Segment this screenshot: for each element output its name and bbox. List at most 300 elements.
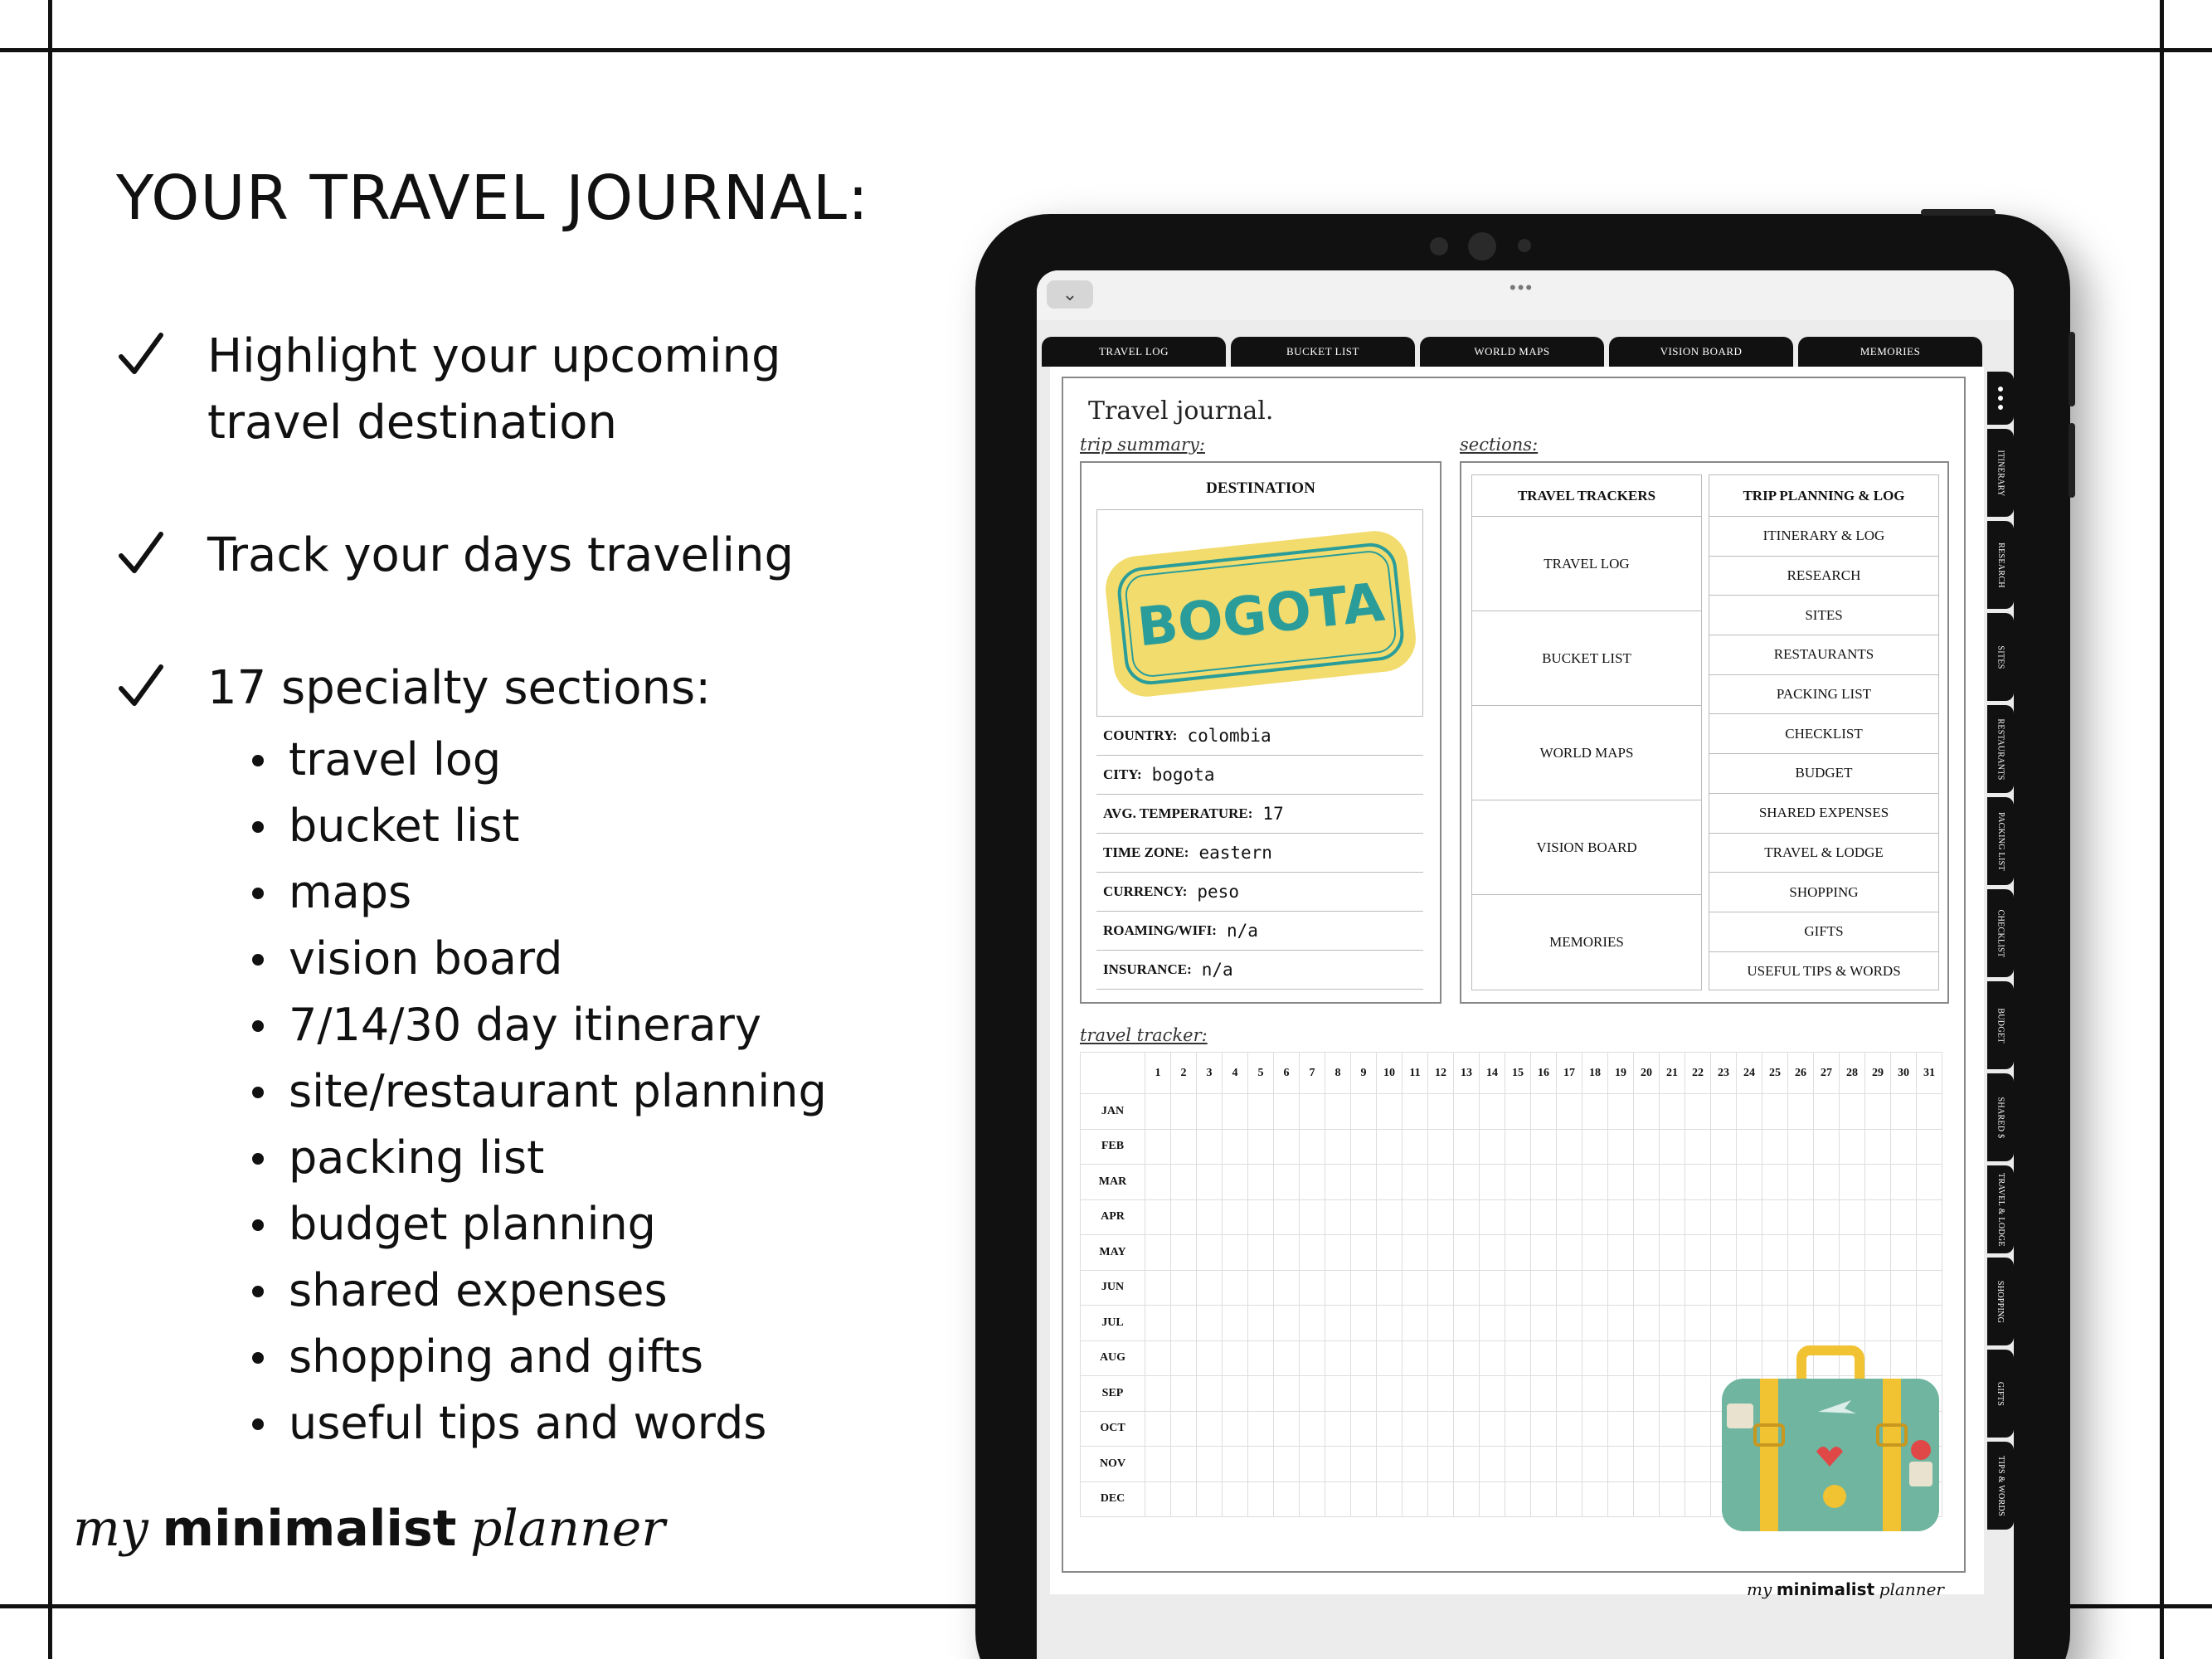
tracker-cell[interactable] xyxy=(1377,1481,1403,1517)
summary-row[interactable]: TIME ZONE: eastern xyxy=(1096,834,1423,873)
tracker-cell[interactable] xyxy=(1325,1129,1351,1165)
section-link-useful-tips[interactable]: USEFUL TIPS & WORDS xyxy=(1747,963,1901,980)
tracker-cell[interactable] xyxy=(1608,1340,1634,1376)
tracker-cell[interactable] xyxy=(1480,1411,1505,1447)
tracker-cell[interactable] xyxy=(1351,1411,1377,1447)
section-link-shopping[interactable]: SHOPPING xyxy=(1709,873,1938,912)
tracker-cell[interactable] xyxy=(1223,1270,1248,1306)
tracker-cell[interactable] xyxy=(1197,1481,1223,1517)
tracker-cell[interactable] xyxy=(1145,1165,1171,1200)
tracker-cell[interactable] xyxy=(1685,1340,1711,1376)
tracker-cell[interactable] xyxy=(1608,1481,1634,1517)
tracker-cell[interactable] xyxy=(1223,1199,1248,1235)
tracker-cell[interactable] xyxy=(1685,1411,1711,1447)
tracker-cell[interactable] xyxy=(1300,1094,1325,1130)
section-link-shared-expenses[interactable]: SHARED EXPENSES xyxy=(1709,794,1938,834)
tracker-cell[interactable] xyxy=(1403,1481,1428,1517)
tracker-cell[interactable] xyxy=(1788,1235,1814,1271)
tracker-cell[interactable] xyxy=(1274,1094,1300,1130)
tracker-cell[interactable] xyxy=(1325,1270,1351,1306)
tracker-cell[interactable] xyxy=(1891,1235,1917,1271)
tracker-cell[interactable] xyxy=(1377,1447,1403,1482)
tracker-cell[interactable] xyxy=(1865,1094,1891,1130)
tracker-cell[interactable] xyxy=(1145,1376,1171,1412)
tracker-cell[interactable] xyxy=(1891,1199,1917,1235)
tracker-cell[interactable] xyxy=(1582,1199,1608,1235)
tracker-cell[interactable] xyxy=(1480,1481,1505,1517)
tracker-cell[interactable] xyxy=(1197,1235,1223,1271)
tracker-cell[interactable] xyxy=(1531,1376,1557,1412)
tracker-cell[interactable] xyxy=(1197,1376,1223,1412)
tracker-cell[interactable] xyxy=(1557,1447,1582,1482)
tracker-cell[interactable] xyxy=(1865,1165,1891,1200)
tracker-cell[interactable] xyxy=(1788,1270,1814,1306)
side-tab-gifts[interactable]: GIFTS xyxy=(1987,1350,2014,1438)
tracker-cell[interactable] xyxy=(1300,1447,1325,1482)
tracker-cell[interactable] xyxy=(1454,1340,1480,1376)
tracker-cell[interactable] xyxy=(1171,1447,1197,1482)
tracker-cell[interactable] xyxy=(1300,1306,1325,1341)
tracker-cell[interactable] xyxy=(1557,1165,1582,1200)
tracker-cell[interactable] xyxy=(1171,1376,1197,1412)
tracker-cell[interactable] xyxy=(1505,1129,1531,1165)
section-link-world-maps[interactable]: WORLD MAPS xyxy=(1472,706,1701,800)
tracker-cell[interactable] xyxy=(1634,1094,1660,1130)
tracker-cell[interactable] xyxy=(1223,1376,1248,1412)
tracker-cell[interactable] xyxy=(1403,1165,1428,1200)
tracker-cell[interactable] xyxy=(1608,1165,1634,1200)
tracker-cell[interactable] xyxy=(1351,1481,1377,1517)
tracker-cell[interactable] xyxy=(1377,1199,1403,1235)
tracker-cell[interactable] xyxy=(1325,1411,1351,1447)
tracker-cell[interactable] xyxy=(1325,1481,1351,1517)
tracker-cell[interactable] xyxy=(1531,1094,1557,1130)
tracker-cell[interactable] xyxy=(1325,1165,1351,1200)
tracker-cell[interactable] xyxy=(1685,1447,1711,1482)
tracker-cell[interactable] xyxy=(1531,1270,1557,1306)
tracker-cell[interactable] xyxy=(1917,1094,1942,1130)
tracker-cell[interactable] xyxy=(1685,1270,1711,1306)
tracker-cell[interactable] xyxy=(1377,1129,1403,1165)
tracker-cell[interactable] xyxy=(1582,1411,1608,1447)
tracker-cell[interactable] xyxy=(1223,1447,1248,1482)
tracker-cell[interactable] xyxy=(1762,1129,1788,1165)
tracker-cell[interactable] xyxy=(1788,1199,1814,1235)
side-tab-shared[interactable]: SHARED $ xyxy=(1987,1073,2014,1161)
tracker-cell[interactable] xyxy=(1197,1129,1223,1165)
tracker-cell[interactable] xyxy=(1480,1165,1505,1200)
tracker-cell[interactable] xyxy=(1711,1129,1737,1165)
tracker-cell[interactable] xyxy=(1711,1094,1737,1130)
tracker-cell[interactable] xyxy=(1917,1270,1942,1306)
tracker-cell[interactable] xyxy=(1608,1447,1634,1482)
tracker-cell[interactable] xyxy=(1223,1340,1248,1376)
tracker-cell[interactable] xyxy=(1300,1129,1325,1165)
tracker-cell[interactable] xyxy=(1505,1165,1531,1200)
side-tab-research[interactable]: RESEARCH xyxy=(1987,521,2014,609)
tab-memories[interactable]: MEMORIES xyxy=(1798,337,1982,367)
tracker-cell[interactable] xyxy=(1248,1165,1274,1200)
tracker-cell[interactable] xyxy=(1505,1306,1531,1341)
tracker-cell[interactable] xyxy=(1480,1376,1505,1412)
tracker-cell[interactable] xyxy=(1145,1306,1171,1341)
tracker-cell[interactable] xyxy=(1865,1270,1891,1306)
tracker-cell[interactable] xyxy=(1660,1376,1685,1412)
tracker-cell[interactable] xyxy=(1171,1094,1197,1130)
tracker-cell[interactable] xyxy=(1608,1129,1634,1165)
tracker-cell[interactable] xyxy=(1788,1129,1814,1165)
tracker-cell[interactable] xyxy=(1711,1199,1737,1235)
summary-row[interactable]: AVG. TEMPERATURE: 17 xyxy=(1096,795,1423,834)
tracker-cell[interactable] xyxy=(1660,1094,1685,1130)
tracker-cell[interactable] xyxy=(1557,1376,1582,1412)
tracker-cell[interactable] xyxy=(1582,1165,1608,1200)
side-tab-tips-words[interactable]: TIPS & WORDS xyxy=(1987,1442,2014,1530)
tracker-cell[interactable] xyxy=(1197,1199,1223,1235)
tracker-cell[interactable] xyxy=(1428,1340,1454,1376)
tracker-cell[interactable] xyxy=(1505,1376,1531,1412)
tracker-cell[interactable] xyxy=(1145,1411,1171,1447)
tracker-cell[interactable] xyxy=(1377,1165,1403,1200)
tracker-cell[interactable] xyxy=(1300,1165,1325,1200)
tracker-cell[interactable] xyxy=(1840,1270,1865,1306)
tracker-cell[interactable] xyxy=(1634,1165,1660,1200)
tracker-cell[interactable] xyxy=(1248,1094,1274,1130)
tracker-cell[interactable] xyxy=(1814,1306,1840,1341)
tab-vision-board[interactable]: VISION BOARD xyxy=(1609,337,1793,367)
tracker-cell[interactable] xyxy=(1685,1199,1711,1235)
tracker-cell[interactable] xyxy=(1814,1129,1840,1165)
tracker-cell[interactable] xyxy=(1351,1270,1377,1306)
tracker-cell[interactable] xyxy=(1248,1306,1274,1341)
tracker-cell[interactable] xyxy=(1840,1306,1865,1341)
tracker-cell[interactable] xyxy=(1634,1376,1660,1412)
tracker-cell[interactable] xyxy=(1197,1411,1223,1447)
tracker-cell[interactable] xyxy=(1480,1129,1505,1165)
tracker-cell[interactable] xyxy=(1171,1411,1197,1447)
tracker-cell[interactable] xyxy=(1660,1270,1685,1306)
tracker-cell[interactable] xyxy=(1403,1235,1428,1271)
tracker-cell[interactable] xyxy=(1660,1235,1685,1271)
tracker-cell[interactable] xyxy=(1814,1199,1840,1235)
tracker-cell[interactable] xyxy=(1145,1094,1171,1130)
tracker-cell[interactable] xyxy=(1737,1165,1762,1200)
tracker-cell[interactable] xyxy=(1608,1199,1634,1235)
section-link-itinerary[interactable]: ITINERARY & LOG xyxy=(1709,517,1938,557)
tracker-cell[interactable] xyxy=(1454,1447,1480,1482)
tracker-cell[interactable] xyxy=(1737,1235,1762,1271)
tracker-cell[interactable] xyxy=(1480,1199,1505,1235)
tracker-cell[interactable] xyxy=(1248,1129,1274,1165)
tracker-cell[interactable] xyxy=(1454,1094,1480,1130)
tracker-cell[interactable] xyxy=(1171,1129,1197,1165)
tracker-cell[interactable] xyxy=(1737,1129,1762,1165)
side-tab-travel-lodge[interactable]: TRAVEL & LODGE xyxy=(1987,1165,2014,1253)
tracker-cell[interactable] xyxy=(1274,1481,1300,1517)
tracker-cell[interactable] xyxy=(1145,1340,1171,1376)
tracker-cell[interactable] xyxy=(1403,1129,1428,1165)
tracker-cell[interactable] xyxy=(1917,1306,1942,1341)
tracker-cell[interactable] xyxy=(1197,1340,1223,1376)
tracker-cell[interactable] xyxy=(1171,1165,1197,1200)
tracker-cell[interactable] xyxy=(1685,1306,1711,1341)
tracker-cell[interactable] xyxy=(1171,1306,1197,1341)
tracker-cell[interactable] xyxy=(1145,1481,1171,1517)
tracker-cell[interactable] xyxy=(1505,1270,1531,1306)
tracker-cell[interactable] xyxy=(1917,1199,1942,1235)
tracker-cell[interactable] xyxy=(1274,1199,1300,1235)
tracker-cell[interactable] xyxy=(1917,1165,1942,1200)
tracker-cell[interactable] xyxy=(1505,1447,1531,1482)
tracker-cell[interactable] xyxy=(1505,1235,1531,1271)
tracker-cell[interactable] xyxy=(1454,1481,1480,1517)
tracker-cell[interactable] xyxy=(1428,1199,1454,1235)
tracker-cell[interactable] xyxy=(1660,1411,1685,1447)
tracker-cell[interactable] xyxy=(1505,1481,1531,1517)
tracker-cell[interactable] xyxy=(1300,1235,1325,1271)
tracker-cell[interactable] xyxy=(1403,1199,1428,1235)
tracker-cell[interactable] xyxy=(1197,1447,1223,1482)
tracker-cell[interactable] xyxy=(1145,1129,1171,1165)
tracker-cell[interactable] xyxy=(1325,1199,1351,1235)
tracker-cell[interactable] xyxy=(1403,1411,1428,1447)
tracker-cell[interactable] xyxy=(1582,1129,1608,1165)
tracker-cell[interactable] xyxy=(1660,1481,1685,1517)
tracker-cell[interactable] xyxy=(1505,1411,1531,1447)
tracker-cell[interactable] xyxy=(1403,1270,1428,1306)
tracker-cell[interactable] xyxy=(1557,1199,1582,1235)
more-icon[interactable]: ••• xyxy=(1510,277,1534,298)
tracker-cell[interactable] xyxy=(1223,1094,1248,1130)
tab-travel-log[interactable]: TRAVEL LOG xyxy=(1042,337,1226,367)
tracker-cell[interactable] xyxy=(1171,1199,1197,1235)
tracker-cell[interactable] xyxy=(1145,1199,1171,1235)
section-link-sites[interactable]: SITES xyxy=(1709,596,1938,635)
tracker-cell[interactable] xyxy=(1840,1129,1865,1165)
tracker-cell[interactable] xyxy=(1274,1340,1300,1376)
tracker-cell[interactable] xyxy=(1840,1165,1865,1200)
tracker-cell[interactable] xyxy=(1814,1165,1840,1200)
tracker-cell[interactable] xyxy=(1737,1094,1762,1130)
section-link-restaurants[interactable]: RESTAURANTS xyxy=(1709,635,1938,675)
tracker-cell[interactable] xyxy=(1660,1165,1685,1200)
tracker-cell[interactable] xyxy=(1325,1376,1351,1412)
tracker-cell[interactable] xyxy=(1711,1270,1737,1306)
tracker-cell[interactable] xyxy=(1248,1340,1274,1376)
tracker-cell[interactable] xyxy=(1531,1199,1557,1235)
tracker-cell[interactable] xyxy=(1300,1376,1325,1412)
tracker-cell[interactable] xyxy=(1145,1270,1171,1306)
tracker-cell[interactable] xyxy=(1634,1129,1660,1165)
tracker-cell[interactable] xyxy=(1865,1235,1891,1271)
tracker-cell[interactable] xyxy=(1428,1411,1454,1447)
tracker-cell[interactable] xyxy=(1917,1235,1942,1271)
tracker-cell[interactable] xyxy=(1197,1094,1223,1130)
tracker-cell[interactable] xyxy=(1248,1411,1274,1447)
tracker-cell[interactable] xyxy=(1685,1376,1711,1412)
tracker-cell[interactable] xyxy=(1531,1340,1557,1376)
tracker-cell[interactable] xyxy=(1634,1306,1660,1341)
tracker-cell[interactable] xyxy=(1608,1306,1634,1341)
section-link-packing-list[interactable]: PACKING LIST xyxy=(1709,675,1938,715)
tracker-cell[interactable] xyxy=(1505,1340,1531,1376)
tracker-cell[interactable] xyxy=(1737,1306,1762,1341)
tracker-cell[interactable] xyxy=(1480,1235,1505,1271)
tracker-cell[interactable] xyxy=(1274,1447,1300,1482)
section-link-gifts[interactable]: GIFTS xyxy=(1709,912,1938,952)
tracker-cell[interactable] xyxy=(1428,1165,1454,1200)
tracker-cell[interactable] xyxy=(1351,1165,1377,1200)
tracker-cell[interactable] xyxy=(1325,1235,1351,1271)
tracker-cell[interactable] xyxy=(1223,1235,1248,1271)
tracker-cell[interactable] xyxy=(1403,1376,1428,1412)
tracker-cell[interactable] xyxy=(1582,1270,1608,1306)
tracker-cell[interactable] xyxy=(1531,1447,1557,1482)
tracker-cell[interactable] xyxy=(1660,1340,1685,1376)
tracker-cell[interactable] xyxy=(1737,1199,1762,1235)
tracker-cell[interactable] xyxy=(1480,1447,1505,1482)
tracker-cell[interactable] xyxy=(1325,1094,1351,1130)
tracker-cell[interactable] xyxy=(1300,1481,1325,1517)
tracker-cell[interactable] xyxy=(1685,1481,1711,1517)
tracker-cell[interactable] xyxy=(1223,1481,1248,1517)
tracker-cell[interactable] xyxy=(1274,1306,1300,1341)
tracker-cell[interactable] xyxy=(1660,1447,1685,1482)
tracker-cell[interactable] xyxy=(1711,1306,1737,1341)
tracker-cell[interactable] xyxy=(1762,1094,1788,1130)
tracker-cell[interactable] xyxy=(1377,1094,1403,1130)
tracker-cell[interactable] xyxy=(1840,1094,1865,1130)
tracker-cell[interactable] xyxy=(1428,1235,1454,1271)
tracker-cell[interactable] xyxy=(1428,1094,1454,1130)
tracker-cell[interactable] xyxy=(1428,1376,1454,1412)
tracker-cell[interactable] xyxy=(1480,1094,1505,1130)
tracker-cell[interactable] xyxy=(1377,1411,1403,1447)
tracker-cell[interactable] xyxy=(1274,1270,1300,1306)
tracker-cell[interactable] xyxy=(1891,1129,1917,1165)
tracker-cell[interactable] xyxy=(1351,1129,1377,1165)
tracker-cell[interactable] xyxy=(1608,1235,1634,1271)
tracker-cell[interactable] xyxy=(1505,1199,1531,1235)
tracker-cell[interactable] xyxy=(1248,1235,1274,1271)
tracker-cell[interactable] xyxy=(1223,1129,1248,1165)
tracker-cell[interactable] xyxy=(1274,1165,1300,1200)
tracker-cell[interactable] xyxy=(1865,1199,1891,1235)
tracker-cell[interactable] xyxy=(1274,1235,1300,1271)
tracker-cell[interactable] xyxy=(1403,1340,1428,1376)
tracker-cell[interactable] xyxy=(1300,1270,1325,1306)
tracker-cell[interactable] xyxy=(1428,1447,1454,1482)
menu-icon[interactable] xyxy=(1987,372,2014,425)
tracker-cell[interactable] xyxy=(1557,1270,1582,1306)
tracker-cell[interactable] xyxy=(1685,1129,1711,1165)
tracker-cell[interactable] xyxy=(1582,1340,1608,1376)
tracker-cell[interactable] xyxy=(1685,1235,1711,1271)
tracker-cell[interactable] xyxy=(1223,1165,1248,1200)
tracker-cell[interactable] xyxy=(1428,1270,1454,1306)
tracker-cell[interactable] xyxy=(1814,1094,1840,1130)
tracker-cell[interactable] xyxy=(1351,1235,1377,1271)
tracker-cell[interactable] xyxy=(1403,1094,1428,1130)
section-link-travel-lodge[interactable]: TRAVEL & LODGE xyxy=(1709,834,1938,873)
tracker-cell[interactable] xyxy=(1248,1481,1274,1517)
tracker-cell[interactable] xyxy=(1634,1447,1660,1482)
tracker-cell[interactable] xyxy=(1248,1270,1274,1306)
tracker-cell[interactable] xyxy=(1531,1129,1557,1165)
tracker-cell[interactable] xyxy=(1428,1129,1454,1165)
tracker-cell[interactable] xyxy=(1660,1129,1685,1165)
side-tab-budget[interactable]: BUDGET xyxy=(1987,981,2014,1069)
tracker-cell[interactable] xyxy=(1454,1411,1480,1447)
tracker-cell[interactable] xyxy=(1557,1340,1582,1376)
tracker-cell[interactable] xyxy=(1634,1270,1660,1306)
summary-row[interactable]: ROAMING/WIFI: n/a xyxy=(1096,912,1423,951)
tracker-cell[interactable] xyxy=(1274,1411,1300,1447)
tracker-cell[interactable] xyxy=(1891,1306,1917,1341)
section-link-vision-board[interactable]: VISION BOARD xyxy=(1472,800,1701,895)
tracker-cell[interactable] xyxy=(1223,1306,1248,1341)
section-link-bucket-list[interactable]: BUCKET LIST xyxy=(1472,611,1701,706)
tracker-cell[interactable] xyxy=(1582,1376,1608,1412)
tracker-cell[interactable] xyxy=(1891,1270,1917,1306)
tracker-cell[interactable] xyxy=(1300,1411,1325,1447)
tracker-cell[interactable] xyxy=(1171,1481,1197,1517)
tracker-cell[interactable] xyxy=(1480,1340,1505,1376)
tracker-cell[interactable] xyxy=(1557,1306,1582,1341)
tracker-cell[interactable] xyxy=(1274,1129,1300,1165)
tracker-cell[interactable] xyxy=(1480,1306,1505,1341)
tracker-cell[interactable] xyxy=(1300,1199,1325,1235)
tracker-cell[interactable] xyxy=(1171,1270,1197,1306)
summary-row[interactable]: CITY: bogota xyxy=(1096,756,1423,795)
tracker-cell[interactable] xyxy=(1531,1306,1557,1341)
tracker-cell[interactable] xyxy=(1274,1376,1300,1412)
tracker-cell[interactable] xyxy=(1351,1340,1377,1376)
tracker-cell[interactable] xyxy=(1865,1129,1891,1165)
tracker-cell[interactable] xyxy=(1660,1199,1685,1235)
tracker-cell[interactable] xyxy=(1608,1376,1634,1412)
tab-bucket-list[interactable]: BUCKET LIST xyxy=(1231,337,1415,367)
tracker-cell[interactable] xyxy=(1377,1270,1403,1306)
section-link-budget[interactable]: BUDGET xyxy=(1709,754,1938,794)
tracker-cell[interactable] xyxy=(1582,1447,1608,1482)
tracker-cell[interactable] xyxy=(1248,1376,1274,1412)
tracker-cell[interactable] xyxy=(1840,1235,1865,1271)
tracker-cell[interactable] xyxy=(1608,1270,1634,1306)
tracker-cell[interactable] xyxy=(1454,1165,1480,1200)
section-link-research[interactable]: RESEARCH xyxy=(1709,557,1938,596)
tracker-cell[interactable] xyxy=(1325,1447,1351,1482)
tracker-cell[interactable] xyxy=(1351,1094,1377,1130)
side-tab-checklist[interactable]: CHECKLIST xyxy=(1987,889,2014,977)
tracker-cell[interactable] xyxy=(1762,1306,1788,1341)
tracker-cell[interactable] xyxy=(1634,1199,1660,1235)
tracker-cell[interactable] xyxy=(1454,1270,1480,1306)
tracker-cell[interactable] xyxy=(1917,1129,1942,1165)
tracker-cell[interactable] xyxy=(1145,1447,1171,1482)
tracker-cell[interactable] xyxy=(1634,1481,1660,1517)
side-tab-restaurants[interactable]: RESTAURANTS xyxy=(1987,705,2014,793)
tracker-cell[interactable] xyxy=(1557,1094,1582,1130)
tracker-cell[interactable] xyxy=(1351,1447,1377,1482)
side-tab-shopping[interactable]: SHOPPING xyxy=(1987,1258,2014,1345)
tracker-cell[interactable] xyxy=(1788,1165,1814,1200)
tracker-cell[interactable] xyxy=(1762,1270,1788,1306)
side-tab-sites[interactable]: SITES xyxy=(1987,613,2014,701)
tracker-cell[interactable] xyxy=(1248,1199,1274,1235)
tracker-cell[interactable] xyxy=(1351,1376,1377,1412)
section-link-memories[interactable]: MEMORIES xyxy=(1549,934,1624,950)
